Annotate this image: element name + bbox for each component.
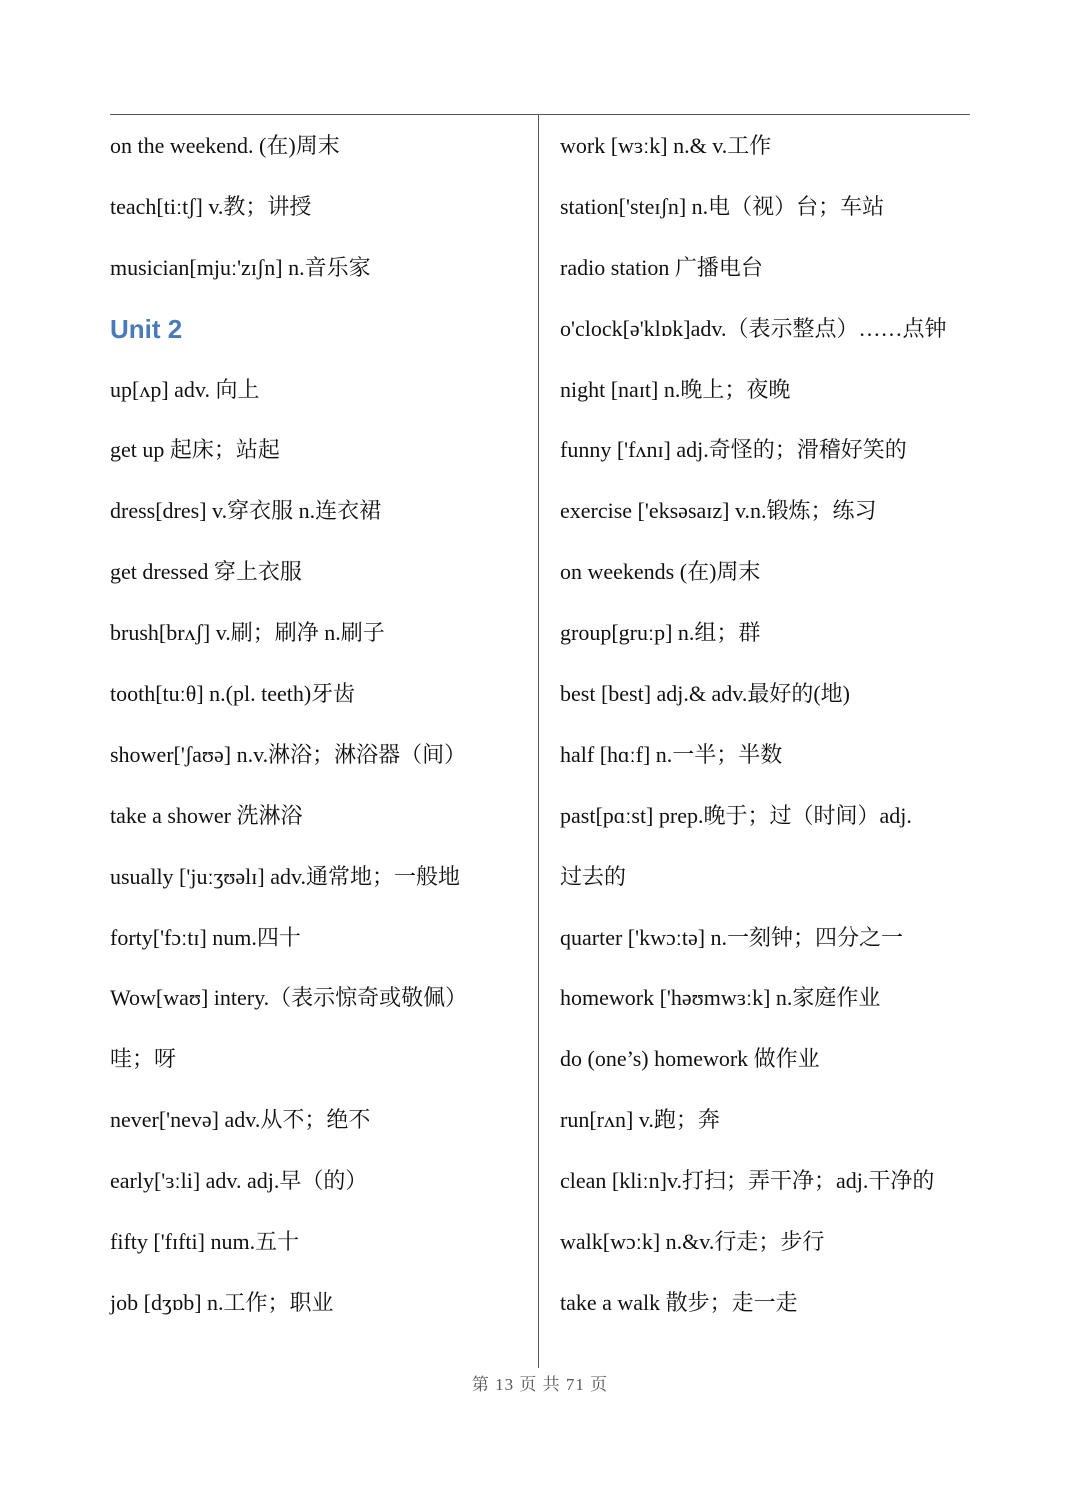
vocab-entry: night [naɪt] n.晚上；夜晚 <box>560 376 791 402</box>
vocab-entry: fifty ['fɪfti] num.五十 <box>110 1229 300 1255</box>
unit-heading: Unit 2 <box>110 313 183 344</box>
vocab-entry: work [wɜːk] n.& v.工作 <box>560 133 772 158</box>
vocab-entry: best [best] adj.& adv.最好的(地) <box>560 681 851 707</box>
vocab-entry: past[pɑːst] prep.晚于；过（时间）adj. <box>560 802 912 828</box>
vocab-entry: do (one’s) homework 做作业 <box>560 1046 820 1072</box>
vocab-entry: tooth[tuːθ] n.(pl. teeth)牙齿 <box>110 681 356 707</box>
vocab-entry: get up 起床；站起 <box>110 437 280 463</box>
vocab-entry: take a walk 散步；走一走 <box>560 1289 798 1315</box>
vocab-entry: run[rʌn] v.跑；奔 <box>560 1107 720 1133</box>
vocab-entry-continuation: 哇；呀 <box>110 1046 177 1072</box>
vocab-entry: funny ['fʌnɪ] adj.奇怪的；滑稽好笑的 <box>560 437 907 463</box>
vocab-entry-continuation: 过去的 <box>560 863 627 889</box>
vocab-entry: o'clock[ə'klɒk]adv.（表示整点）……点钟 <box>560 315 947 341</box>
vocab-entry: Wow[waʊ] intery.（表示惊奇或敬佩） <box>110 985 468 1011</box>
vocab-entry: on the weekend. (在)周末 <box>110 133 340 158</box>
vocab-entry: homework ['həʊmwɜːk] n.家庭作业 <box>560 985 881 1011</box>
vocab-entry: group[gruːp] n.组；群 <box>560 620 761 646</box>
vocab-entry: clean [kliːn]v.打扫；弄干净；adj.干净的 <box>560 1168 935 1194</box>
left-column <box>110 116 530 1334</box>
vocab-entry: usually ['juːʒʊəlɪ] adv.通常地；一般地 <box>110 863 461 889</box>
vocab-entry: on weekends (在)周末 <box>560 559 761 585</box>
vocab-entry: dress[dres] v.穿衣服 n.连衣裙 <box>110 498 382 524</box>
vocab-entry: walk[wɔːk] n.&v.行走；步行 <box>560 1229 825 1255</box>
vocab-entry: teach[tiːtʃ] v.教；讲授 <box>110 193 312 219</box>
vocab-entry: up[ʌp] adv. 向上 <box>110 376 260 402</box>
vocab-entry: get dressed 穿上衣服 <box>110 559 302 585</box>
vocab-entry: station['steɪʃn] n.电（视）台；车站 <box>560 193 885 219</box>
vocab-entry: quarter ['kwɔːtə] n.一刻钟；四分之一 <box>560 924 904 950</box>
top-rule <box>110 114 970 115</box>
vocab-entry: early['ɜːli] adv. adj.早（的） <box>110 1168 368 1194</box>
vocab-entry: take a shower 洗淋浴 <box>110 802 303 828</box>
vocab-entry: forty['fɔːtɪ] num.四十 <box>110 924 301 950</box>
vocab-entry: shower['ʃaʊə] n.v.淋浴；淋浴器（间） <box>110 741 467 767</box>
vocab-entry: exercise ['eksəsaɪz] v.n.锻炼；练习 <box>560 498 877 524</box>
right-column <box>560 116 978 1334</box>
vocab-entry: job [dʒɒb] n.工作；职业 <box>110 1289 334 1315</box>
vocab-entry: half [hɑːf] n.一半；半数 <box>560 741 783 767</box>
column-divider <box>538 115 539 1368</box>
vocab-entry: brush[brʌʃ] v.刷；刷净 n.刷子 <box>110 620 385 646</box>
page-footer: 第 13 页 共 71 页 <box>471 1375 609 1394</box>
vocab-entry: radio station 广播电台 <box>560 254 763 280</box>
vocab-entry: never['nevə] adv.从不；绝不 <box>110 1107 371 1133</box>
vocab-entry: musician[mjuː'zɪʃn] n.音乐家 <box>110 254 371 280</box>
